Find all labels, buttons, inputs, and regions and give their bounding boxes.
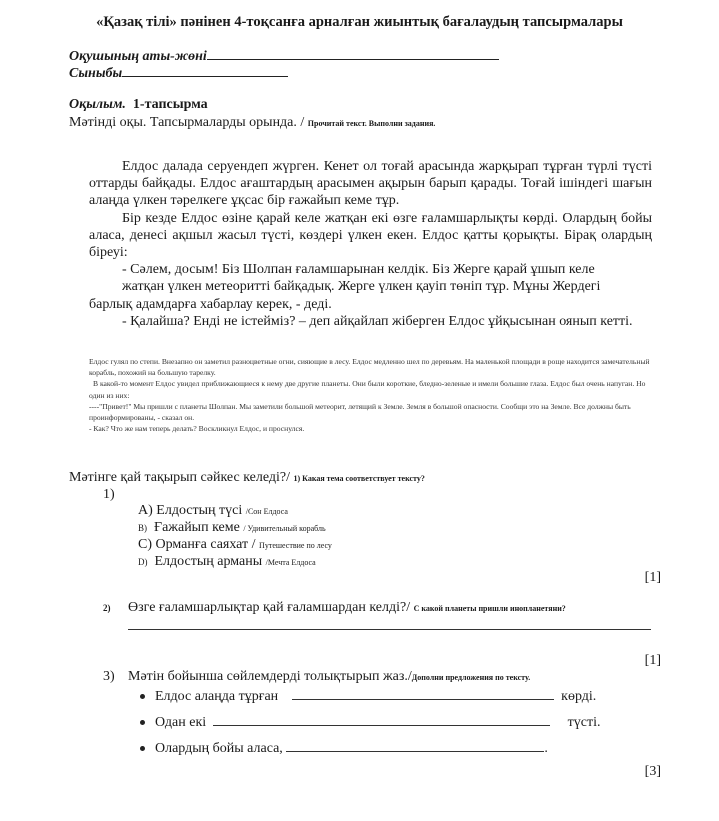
question-1-score: [1] xyxy=(644,570,661,585)
option-letter: B) xyxy=(138,523,147,533)
option-kz: Елдостың арманы xyxy=(154,554,263,569)
option-b[interactable] xyxy=(138,520,326,536)
instruction xyxy=(69,115,435,131)
question-2-number: 2) xyxy=(103,603,111,613)
translation-paragraph: Елдос гулял по степи. Внезапно он заметил разноцветные огни, сияющие в лесу. Елдос медленно шел по деревьям. На маленькой площади в роще находится замечательный корабль, похожий на большую тарелку. xyxy=(89,357,650,378)
translation-paragraph: - Как? Что же нам теперь делать? Воскликнул Елдос, и проснулся. xyxy=(89,424,305,434)
option-ru: / Удивительный корабль xyxy=(243,524,326,533)
option-c[interactable] xyxy=(138,537,332,553)
question-1-ru: 1) Какая тема соответствует тексту? xyxy=(293,474,425,483)
question-3-text xyxy=(128,669,530,685)
class-input-line[interactable] xyxy=(122,64,288,77)
blank-suffix: көрді. xyxy=(561,689,597,704)
blank-prefix: Одан екі xyxy=(155,715,207,730)
document-title: «Қазақ тілі» пәнінен 4-тоқсанға арналған жиынтық бағалаудың тапсырмалары xyxy=(96,14,623,30)
fill-blank-1 xyxy=(140,687,596,705)
blank-prefix: Елдос алаңда тұрған xyxy=(155,689,279,704)
translation-paragraph: В какой-то момент Елдос увидел приближающиеся к нему две другие планеты. Они были короткие, бледно-зеленые и имели большие глаза. Елдос был очень напуган. Но один из них: xyxy=(89,379,646,400)
story-paragraph: Бір кезде Елдос өзіне қарай келе жатқан екі өзге ғаламшарлықты көрді. Олардың бойы аласа, денесі ақшыл жасыл түсті, көздері үлкен екен. Елдос қатты қорықты. Бірақ олардың біреуі: xyxy=(89,210,652,261)
story-ru-translation xyxy=(89,356,659,434)
story-paragraph: барлық адамдарға хабарлау керек, - деді. xyxy=(89,296,332,312)
story-paragraph: - Сәлем, досым! Біз Шолпан ғаламшарынан келдік. Біз Жерге қарай ұшып келе xyxy=(122,262,595,278)
question-1-text xyxy=(69,470,425,486)
question-2-answer-line[interactable] xyxy=(128,628,651,630)
section-heading xyxy=(69,97,208,113)
class-field xyxy=(69,64,288,82)
story-kz xyxy=(89,158,652,330)
blank-suffix: түсті. xyxy=(567,715,601,730)
fill-blank-3 xyxy=(140,739,548,757)
option-letter: A) xyxy=(138,503,153,518)
question-1-kz: Мәтінге қай тақырып сәйкес келеді?/ xyxy=(69,470,290,485)
bullet-icon xyxy=(140,694,145,699)
question-2-text xyxy=(128,600,566,616)
student-name-label: Оқушының аты-жөні xyxy=(69,49,207,64)
option-kz: Ғажайып кеме xyxy=(154,520,240,535)
question-3-score: [3] xyxy=(644,764,661,779)
option-ru: Путешествие по лесу xyxy=(259,541,332,550)
bullet-icon xyxy=(140,720,145,725)
section-name: Оқылым. xyxy=(69,97,126,112)
question-1-number: 1) xyxy=(103,487,115,502)
blank-suffix: . xyxy=(544,741,548,756)
student-name-input-line[interactable] xyxy=(207,47,499,60)
story-paragraph: - Қалайша? Енді не істейміз? – деп айқайлап жіберген Елдос ұйқысынан оянып кетті. xyxy=(122,313,633,329)
instruction-kz: Мәтінді оқы. Тапсырмаларды орында. / xyxy=(69,115,305,130)
class-label: Сыныбы xyxy=(69,66,123,81)
student-name-field xyxy=(69,47,499,65)
question-3-ru: Дополни предложения по тексту. xyxy=(411,673,531,682)
story-paragraph: жатқан үлкен метеоритті байқадық. Жерге үлкен қауіп төніп тұр. Мұны Жердегі xyxy=(122,279,601,295)
option-letter: C) xyxy=(138,537,152,552)
translation-paragraph: ----"Привет!" Мы пришли с планеты Шолпан. Мы заметили большой метеорит, летящий к Земле. Земля в большой опасности. Сообщи это на Земле. Все должны быть проинформированы, - сказал он. xyxy=(89,401,631,423)
question-3-kz: Мәтін бойынша сөйлемдерді толықтырып жаз./ xyxy=(128,669,412,684)
fill-blank-2 xyxy=(140,713,601,731)
task-number: 1-тапсырма xyxy=(132,97,208,112)
blank-input-line[interactable] xyxy=(292,687,554,700)
instruction-ru: Прочитай текст. Выполни задания. xyxy=(307,119,436,128)
blank-input-line[interactable] xyxy=(213,713,550,726)
blank-prefix: Олардың бойы аласа, xyxy=(155,741,283,756)
blank-input-line[interactable] xyxy=(286,739,544,752)
option-kz: Елдостың түсі xyxy=(156,503,243,518)
bullet-icon xyxy=(140,746,145,751)
question-2-ru: С какой планеты пришли инопланетяни? xyxy=(413,604,566,613)
option-d[interactable] xyxy=(138,554,316,570)
story-paragraph: Елдос далада серуендеп жүрген. Кенет ол тоғай арасында жарқырап тұрған түрлі түсті оттарды байқады. Елдос ағаштардың арасымен ақырын барып қарады. Тоғай ішіндегі шағын алаңда үлкен тәрелкеге ұқсас бір ғажайып кеме тұр. xyxy=(89,159,652,209)
option-ru: /Мечта Елдоса xyxy=(265,558,316,567)
option-ru: /Сон Елдоса xyxy=(245,507,288,516)
option-a[interactable] xyxy=(138,503,288,519)
option-kz: Орманға саяхат / xyxy=(155,537,256,552)
question-3-number: 3) xyxy=(103,669,115,684)
question-2-score: [1] xyxy=(644,653,661,668)
question-2-kz: Өзге ғаламшарлықтар қай ғаламшардан келді?/ xyxy=(128,600,411,615)
option-letter: D) xyxy=(138,557,148,567)
